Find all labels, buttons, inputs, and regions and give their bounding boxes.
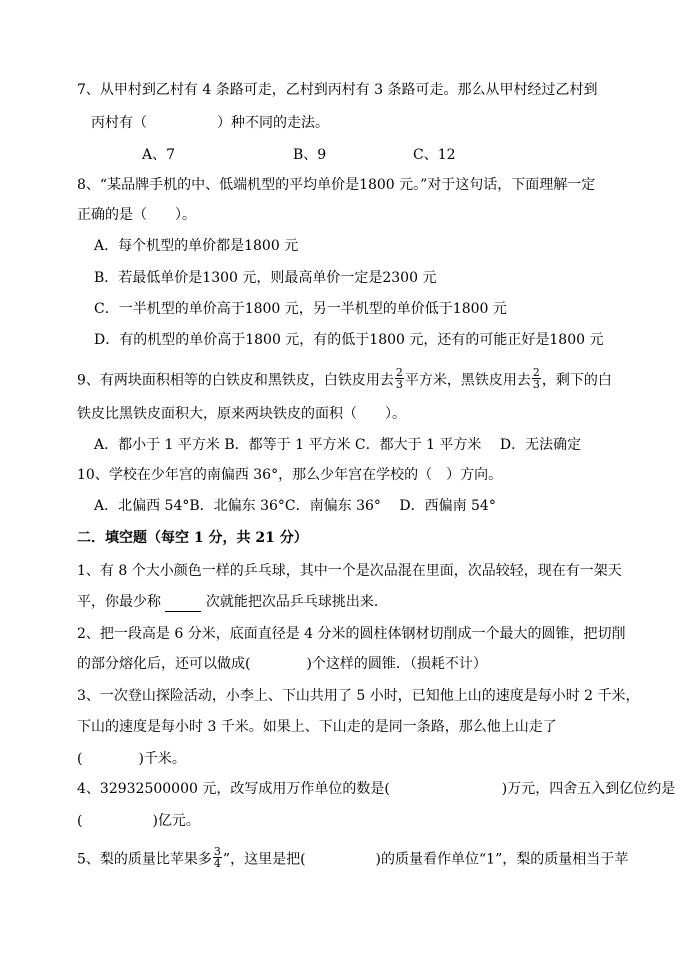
q7-line2: 丙村有（ ）种不同的走法。 xyxy=(91,115,329,131)
f3-line3: ( )千米。 xyxy=(77,751,186,767)
f1-line2-part-a: 平，你最少称 xyxy=(77,594,166,610)
f1-line1: 1、有 8 个大小颜色一样的乒乓球，其中一个是次品混在里面，次品较轻，现在有一架天 xyxy=(77,563,622,579)
f3-line1: 3、一次登山探险活动，小李上、下山共用了 5 小时，已知他上山的速度是每小时 2 千米， xyxy=(77,688,640,704)
q9-line1-part-a: 9、有两块面积相等的白铁皮和黑铁皮，白铁皮用去 xyxy=(77,372,394,389)
q9-line1-part-c: ，剩下的白 xyxy=(541,372,612,389)
q8-line2: 正确的是（ ）。 xyxy=(77,207,196,223)
q9-line2: 铁皮比黑铁皮面积大，原来两块铁皮的面积（ ）。 xyxy=(77,406,406,422)
q7-option-b: B、9 xyxy=(293,147,327,163)
f5-fraction-denominator: 4 xyxy=(213,857,221,870)
q8-option-d: D．有的机型的单价高于1800 元，有的低于1800 元，还有的可能正好是1800 元 xyxy=(94,332,604,348)
f4-line2: ( )亿元。 xyxy=(77,813,200,829)
q8-option-a: A．每个机型的单价都是1800 元 xyxy=(94,238,299,254)
q7-option-c: C、12 xyxy=(413,147,456,163)
q9-fraction-2-numerator: 2 xyxy=(532,366,540,379)
q10-options: A．北偏西 54°B．北偏东 36°C．南偏东 36° D．西偏南 54° xyxy=(94,498,496,514)
section2-heading: 二．填空题（每空 1 分，共 21 分） xyxy=(77,530,308,546)
q9-fraction-1-denominator: 3 xyxy=(395,378,403,391)
f5-line1 xyxy=(77,845,629,871)
q8-option-b: B．若最低单价是1300 元，则最高单价一定是2300 元 xyxy=(94,270,437,286)
q9-fraction-1 xyxy=(395,367,404,390)
f5-line1-part-a: 5、梨的质量比苹果多 xyxy=(77,851,212,868)
f1-answer-blank xyxy=(165,593,201,612)
q7-option-a: A、7 xyxy=(142,147,176,163)
q9-fraction-2 xyxy=(532,367,541,390)
f1-line2 xyxy=(77,593,388,612)
f3-line2: 下山的速度是每小时 3 千米。如果上、下山走的是同一条路，那么他上山走了 xyxy=(77,719,557,735)
q8-line1: 8、“某品牌手机的中、低端机型的平均单价是1800 元。”对于这句话，下面理解一定 xyxy=(77,177,596,193)
q9-fraction-2-denominator: 3 xyxy=(532,378,540,391)
f5-fraction-numerator: 3 xyxy=(213,845,221,858)
f4-line1: 4、32932500000 元，改写成用万作单位的数是( )万元，四舍五入到亿位约是 xyxy=(77,781,676,797)
f2-line2: 的部分熔化后，还可以做成( )个这样的圆锥．（损耗不计） xyxy=(77,656,487,672)
f5-fraction xyxy=(213,846,222,869)
q8-option-c: C．一半机型的单价高于1800 元，另一半机型的单价低于1800 元 xyxy=(94,301,507,317)
q9-line1-part-b: 平方米，黑铁皮用去 xyxy=(404,372,531,389)
f1-line2-part-b: 次就能把次品乒乓球挑出来． xyxy=(201,594,388,610)
q10-line1: 10、学校在少年宫的南偏西 36°，那么少年宫在学校的（ ）方向。 xyxy=(77,467,503,483)
q9-options: A．都小于 1 平方米 B．都等于 1 平方米 C．都大于 1 平方米 D．无法确定 xyxy=(94,437,582,453)
q7-line1: 7、从甲村到乙村有 4 条路可走，乙村到丙村有 3 条路可走。那么从甲村经过乙村到 xyxy=(77,82,598,98)
f5-line1-part-b: ”，这里是把( )的质量看作单位“1”，梨的质量相当于苹 xyxy=(222,851,629,868)
f2-line1: 2、把一段高是 6 分米，底面直径是 4 分米的圆柱体钢材切削成一个最大的圆锥，把切削 xyxy=(77,626,626,642)
q9-line1 xyxy=(77,366,612,392)
q9-fraction-1-numerator: 2 xyxy=(395,366,403,379)
